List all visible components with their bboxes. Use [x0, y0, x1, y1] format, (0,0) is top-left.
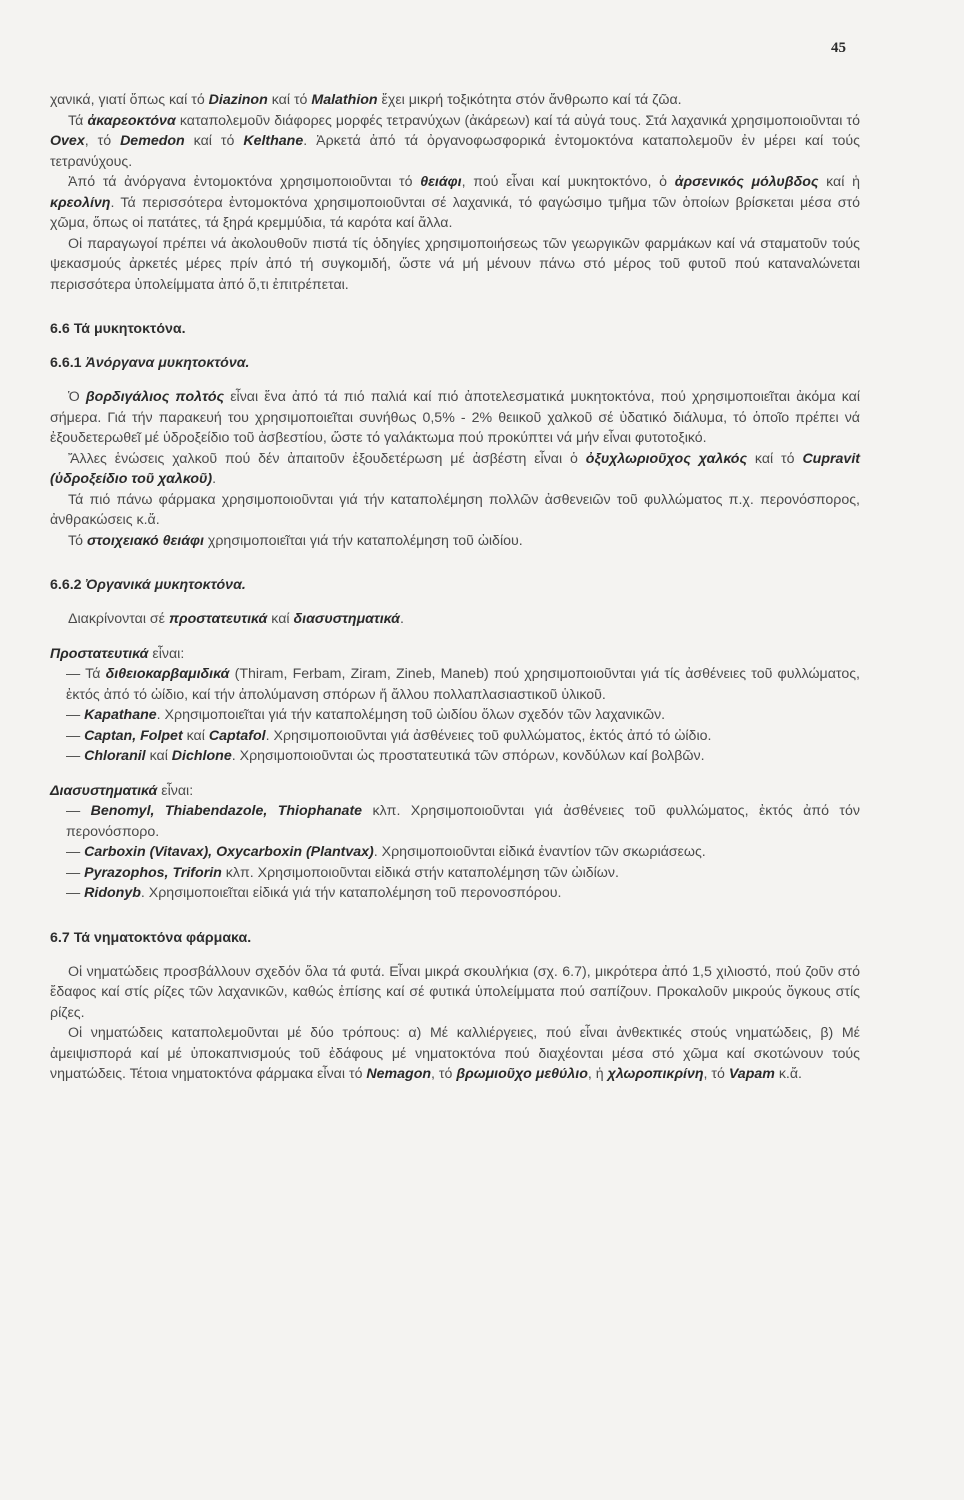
text: . Χρησιμοποιοῦνται εἰδικά ἐναντίον τῶν σκωριάσεως.: [373, 844, 706, 860]
text: . Χρησιμοποιεῖται γιά τήν καταπολέμηση τοῦ ὠιδίου ὅλων σχεδόν τῶν λαχανικῶν.: [156, 707, 666, 723]
list-item: [50, 705, 860, 726]
list-item: [50, 883, 860, 904]
term: Kapathane: [84, 707, 157, 723]
paragraph-6: [50, 449, 860, 490]
term: Kelthane: [243, 133, 304, 149]
paragraph-7: Τά πιό πάνω φάρμακα χρησιμοποιοῦνται γιά τήν καταπολέμηση πολλῶν ἀσθενειῶν τοῦ φυλλώματος π.χ. περονόσπορος, ἀνθρακώσεις κ.ἄ.: [50, 491, 860, 528]
term: διθειοκαρβαμιδικά: [105, 666, 230, 682]
paragraph-4: Οἱ παραγωγοί πρέπει νά ἀκολουθοῦν πιστά τίς ὁδηγίες χρησιμοποιήσεως τῶν γεωργικῶν φαρμάκων καί νά σταματοῦν τούς ψεκασμούς ἀρκετές μέρες πρίν ἀπό τή συγκομιδή, ὥστε νά μή μένουν πάνω στό μέρος τοῦ φυτοῦ πού καταναλώνεται περισσότερα ὑπολείμματα ἀπό ὅ,τι ἐπιτρέπεται.: [50, 235, 860, 293]
page-number: 45: [831, 40, 846, 56]
term: Cupravit (ὑδροξείδιο τοῦ χαλκοῦ): [50, 450, 860, 487]
text: . Χρησιμοποιεῖται εἰδικά γιά τήν καταπολέμηση τοῦ περονοσπόρου.: [140, 885, 562, 901]
paragraph-3: [50, 172, 860, 234]
term: Carboxin (Vitavax), Oxycarboxin (Plantvax): [84, 844, 374, 860]
term: Dichlone: [171, 748, 232, 764]
text: εἶναι:: [148, 645, 185, 662]
text: Τό: [68, 532, 87, 549]
section-title: Τά μυκητοκτόνα.: [73, 321, 186, 337]
text: κλπ. Χρησιμοποιοῦνται γιά ἀσθένειες τοῦ φυλλώματος, ἐκτός ἀπό τόν περονόσπορο.: [66, 803, 860, 840]
term: κρεολίνη: [50, 194, 111, 211]
paragraph-9: [50, 609, 860, 630]
text: , τό: [431, 1066, 457, 1082]
term: Διασυστηματικά: [50, 782, 158, 799]
term: Pyrazophos, Triforin: [84, 864, 222, 881]
text: ἔχει μικρή τοξικότητα στόν ἄνθρωπο καί τά ζῶα.: [377, 92, 682, 108]
paragraph-10: Οἱ νηματώδεις προσβάλλουν σχεδόν ὅλα τά φυτά. Εἶναι μικρά σκουλήκια (σχ. 6.7), μικρότερα ἀπό 1,5 χιλιοστό, πού ζοῦν στό ἔδαφος καί στίς ρίζες τῶν λαχανικῶν, καθώς ἐπίσης καί σέ φυτικά ὑπολείμματα πού σαπίζουν. Προκαλοῦν μικρούς ὄγκους στίς ρίζες.: [50, 963, 860, 1021]
text: εἶναι:: [157, 782, 194, 799]
text: , τό: [84, 133, 121, 149]
term: στοιχειακό θειάφι: [86, 532, 204, 549]
section-heading-6-6: [50, 319, 860, 339]
text: , τό: [703, 1066, 729, 1082]
paragraph-2: [50, 111, 860, 173]
text: καταπολεμοῦν διάφορες μορφές τετρανύχων (ἀκάρεων) καί τά αὐγά τους. Στά λαχανικά χρησιμοποιοῦνται τό: [175, 112, 860, 129]
term: Ridonyb: [84, 885, 141, 901]
list-item: [50, 863, 860, 884]
term: βορδιγάλιος πολτός: [85, 389, 225, 405]
text: Οἱ νηματώδεις καταπολεμοῦνται μέ δύο τρόπους: α) Μέ καλλιέργειες, πού εἶναι ἀνθεκτικές στούς νηματώδεις, β) Μέ ἀμειψισπορά καί μέ ὑποκαπνισμούς τοῦ ἐδάφους μέ νηματοκτόνα πού διαχέονται μέσα στό χῶμα καί σκοτώνουν τούς νηματώδεις. Τέτοια νηματοκτόνα φάρμακα εἶναι τό: [50, 1025, 860, 1082]
text: . Ἀρκετά ἀπό τά ὀργανοφωσφορικά ἐντομοκτόνα καταπολεμοῦν ἐν μέρει καί τούς τετρανύχους.: [50, 133, 860, 170]
text: καί: [267, 611, 294, 627]
paragraph-5: [50, 387, 860, 449]
term: Ovex: [50, 133, 85, 149]
term: διασυστηματικά: [293, 611, 400, 627]
text: καί τό: [267, 92, 312, 108]
section-heading-6-7: [50, 928, 860, 948]
section-number: 6.6: [50, 321, 70, 337]
term: Chloranil: [84, 748, 146, 764]
text: Τά: [68, 112, 88, 129]
term: χλωροπικρίνη: [607, 1066, 704, 1082]
text: . Χρησιμοποιοῦνται ὡς προστατευτικά τῶν σπόρων, κονδύλων καί βολβῶν.: [231, 748, 705, 764]
page-content: [50, 90, 860, 1085]
term: θειάφι: [420, 174, 462, 190]
section-heading-6-6-2: [50, 575, 860, 595]
text: .: [399, 611, 404, 627]
systemic-label: [50, 781, 860, 802]
term: Nemagon: [366, 1066, 432, 1082]
text: καί: [145, 748, 172, 764]
section-number: 6.6.2: [50, 577, 82, 593]
list-item: [50, 664, 860, 705]
text: Ἀπό τά ἀνόργανα ἐντομοκτόνα χρησιμοποιοῦνται τό: [68, 174, 421, 190]
term: βρωμιοῦχο μεθύλιο: [456, 1066, 588, 1082]
section-title: Ἀνόργανα μυκητοκτόνα.: [85, 355, 250, 371]
text: Διακρίνονται σέ: [68, 611, 169, 627]
paragraph-8: [50, 531, 860, 552]
text: καί τό: [747, 450, 803, 467]
text: Ὁ: [68, 389, 86, 405]
term: Captafol: [208, 727, 266, 744]
text: καί: [182, 727, 209, 744]
section-number: 6.7: [50, 929, 70, 946]
term: ἀρσενικός μόλυβδος: [674, 174, 819, 190]
text: (Thiram, Ferbam, Ziram, Zineb, Maneb) πού χρησιμοποιοῦνται γιά τίς ἀσθένειες τοῦ φυλλώματος, ἐκτός ἀπό τό ὠίδιο, καί τήν ἀπολύμανση σπόρων ἤ ἄλλου πολλαπλασιαστικοῦ ὑλικοῦ.: [66, 666, 860, 703]
section-title: Ὀργανικά μυκητοκτόνα.: [85, 577, 246, 593]
section-number: 6.6.1: [50, 355, 82, 371]
term: Captan, Folpet: [84, 727, 183, 744]
paragraph-1: [50, 90, 860, 111]
term: Προστατευτικά: [50, 645, 149, 662]
text: χρησιμοποιεῖται γιά τήν καταπολέμηση τοῦ ὠιδίου.: [203, 532, 523, 549]
protective-label: [50, 644, 860, 665]
text: κ.ἄ.: [774, 1066, 802, 1082]
section-heading-6-6-1: [50, 353, 860, 373]
term: Demedon: [120, 133, 185, 149]
text: , ἡ: [587, 1066, 608, 1082]
text: καί τό: [184, 133, 244, 149]
term: προστατευτικά: [168, 611, 268, 627]
text: Τά: [85, 666, 106, 682]
paragraph-11: [50, 1023, 860, 1085]
section-title: Τά νηματοκτόνα φάρμακα.: [73, 929, 252, 946]
text: καί ἡ: [818, 174, 860, 190]
text: Ἄλλες ἑνώσεις χαλκοῦ πού δέν ἀπαιτοῦν ἐξουδετέρωση μέ ἀσβέστη εἶναι ὁ: [68, 450, 586, 467]
term: ἀκαρεοκτόνα: [87, 112, 176, 129]
term: Benomyl, Thiabendazole, Thiophanate: [90, 803, 363, 819]
list-item: [50, 746, 860, 767]
text: χανικά, γιατί ὅπως καί τό: [50, 92, 209, 108]
list-item: [50, 726, 860, 747]
list-item: [50, 801, 860, 842]
text: . Χρησιμοποιοῦνται γιά ἀσθένειες τοῦ φυλλώματος, ἐκτός ἀπό τό ὠίδιο.: [265, 727, 712, 744]
text: . Τά περισσότερα ἐντομοκτόνα χρησιμοποιοῦνται σέ λαχανικά, τό φαγώσιμο τμῆμα τῶν ὁποίων βρίσκεται μέσα στό χῶμα, ὅπως οἱ πατάτες, τά ξηρά κρεμμύδια, τά καρότα καί ἄλλα.: [50, 194, 860, 231]
term: Vapam: [728, 1066, 775, 1082]
term: Malathion: [311, 92, 378, 108]
term: ὀξυχλωριοῦχος χαλκός: [585, 450, 748, 467]
list-item: [50, 842, 860, 863]
text: , πού εἶναι καί μυκητοκτόνο, ὁ: [461, 174, 675, 190]
text: εἶναι ἕνα ἀπό τά πιό παλιά καί πιό ἀποτελεσματικά μυκητοκτόνα, πού χρησιμοποιεῖται ἀκόμα καί σήμερα. Γιά τήν παρακευή του χρησιμοποιεῖται συνήθως 0,5% - 2% θειικοῦ χαλκοῦ σέ ὑδατικό διάλυμα, τό ὁποῖο πρέπει νά ἐξουδετερωθεῖ μέ ὑδροξείδιο τοῦ ἀσβεστίου, ὥστε τό γαλάκτωμα πού προκύπτει νά μήν εἶναι φυτοτοξικό.: [50, 389, 861, 446]
text: κλπ. Χρησιμοποιοῦνται εἰδικά στήν καταπολέμηση τῶν ὠιδίων.: [221, 864, 619, 881]
term: Diazinon: [208, 92, 268, 108]
text: .: [212, 471, 217, 487]
